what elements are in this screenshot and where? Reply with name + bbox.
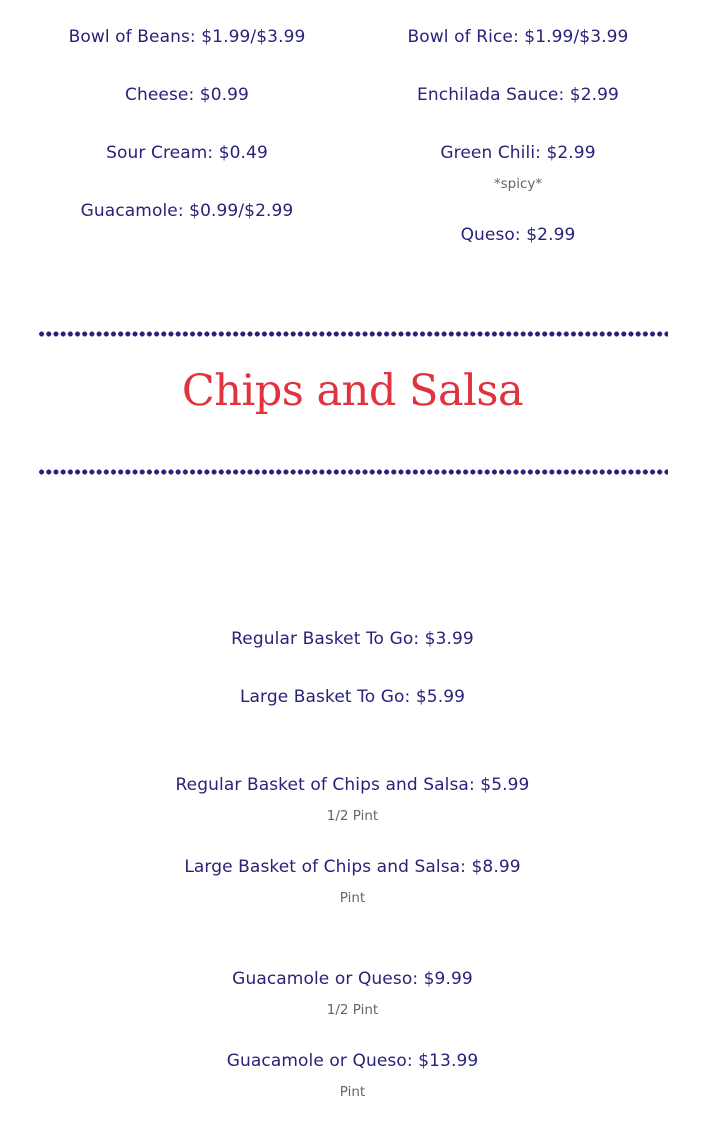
menu-item-queso: Queso: $2.99 xyxy=(460,225,576,245)
menu-item-note-pint: Pint xyxy=(339,890,366,906)
dotted-divider-bottom xyxy=(38,469,668,475)
menu-item-guacamole: Guacamole: $0.99/$2.99 xyxy=(80,201,294,221)
menu-item-note-spicy: *spicy* xyxy=(493,176,543,192)
menu-item-large-basket-to-go: Large Basket To Go: $5.99 xyxy=(239,687,466,707)
menu-item-note-pint: Pint xyxy=(339,1084,366,1100)
menu-item-note-half-pint: 1/2 Pint xyxy=(326,808,379,824)
menu-item-cheese: Cheese: $0.99 xyxy=(125,85,249,105)
menu-item-guacamole-or-queso-pint: Guacamole or Queso: $13.99 xyxy=(226,1051,479,1071)
menu-item-guacamole-or-queso-half-pint: Guacamole or Queso: $9.99 xyxy=(232,969,473,989)
menu-item-bowl-of-rice: Bowl of Rice: $1.99/$3.99 xyxy=(407,27,629,47)
menu-item-regular-basket-to-go: Regular Basket To Go: $3.99 xyxy=(231,629,474,649)
menu-item-green-chili: Green Chili: $2.99 xyxy=(440,143,596,163)
menu-item-large-basket-chips-salsa: Large Basket of Chips and Salsa: $8.99 xyxy=(184,857,521,877)
menu-item-regular-basket-chips-salsa: Regular Basket of Chips and Salsa: $5.99 xyxy=(175,775,530,795)
menu-item-sour-cream: Sour Cream: $0.49 xyxy=(106,143,268,163)
menu-item-enchilada-sauce: Enchilada Sauce: $2.99 xyxy=(417,85,619,105)
section-title: Chips and Salsa xyxy=(181,366,524,416)
dotted-divider-top xyxy=(38,331,668,337)
menu-item-bowl-of-beans: Bowl of Beans: $1.99/$3.99 xyxy=(68,27,306,47)
menu-item-note-half-pint: 1/2 Pint xyxy=(326,1002,379,1018)
